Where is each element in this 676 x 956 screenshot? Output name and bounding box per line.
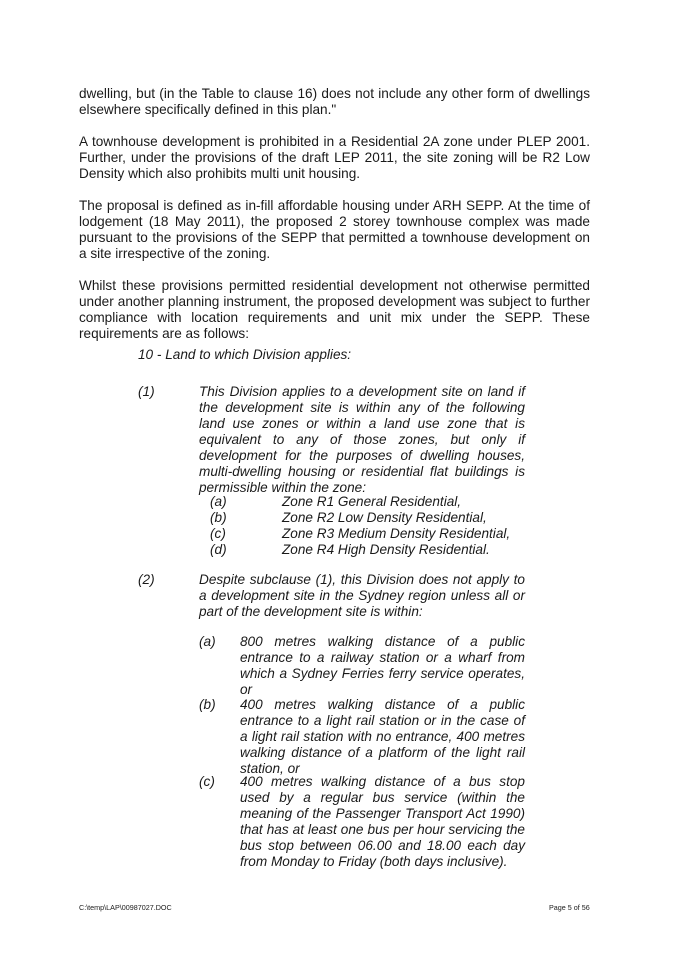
clause-line: part of the development site is within: bbox=[199, 604, 423, 619]
paragraph-line: dwelling, but (in the Table to clause 16) does not include any other form of dwellings bbox=[79, 86, 590, 101]
paragraph-line: The proposal is defined as in-fill affordable housing under ARH SEPP. At the time of bbox=[79, 198, 590, 213]
footer-page-number: Page 5 of 56 bbox=[549, 903, 590, 912]
paragraph-line: a site irrespective of the zoning. bbox=[79, 246, 271, 261]
zone-text: Zone R1 General Residential, bbox=[282, 494, 462, 509]
item-line: which a Sydney Ferries ferry service operates, bbox=[240, 666, 525, 681]
paragraph-line: lodgement (18 May 2011), the proposed 2 storey townhouse complex was made bbox=[79, 214, 590, 229]
subclause-number: (1) bbox=[138, 384, 155, 399]
item-line: or bbox=[240, 682, 253, 697]
item-line: 400 metres walking distance of a public bbox=[240, 697, 525, 712]
zone-text: Zone R3 Medium Density Residential, bbox=[282, 526, 511, 541]
item-line: used by a regular bus service (within the bbox=[240, 790, 525, 805]
clause-line: permissible within the zone: bbox=[199, 480, 366, 495]
zone-letter: (d) bbox=[210, 542, 227, 557]
paragraph-line: Whilst these provisions permitted residential development not otherwise permitted bbox=[79, 278, 590, 293]
clause-line: a development site in the Sydney region unless all or bbox=[199, 588, 525, 603]
paragraph-definition-end bbox=[79, 86, 590, 118]
paragraph-requirements bbox=[79, 278, 590, 342]
subclause-number: (2) bbox=[138, 572, 155, 587]
zone-text: Zone R4 High Density Residential. bbox=[282, 542, 490, 557]
item-b-text bbox=[240, 697, 525, 777]
item-line: walking distance of a platform of the light rail bbox=[240, 745, 525, 760]
item-letter: (b) bbox=[199, 697, 216, 712]
item-line: meaning of the Passenger Transport Act 1990) bbox=[240, 806, 525, 821]
item-letter: (c) bbox=[199, 774, 215, 789]
item-letter: (a) bbox=[199, 634, 216, 649]
item-c-text bbox=[240, 774, 525, 870]
item-line: entrance to a light rail station or in the case of bbox=[240, 713, 525, 728]
paragraph-zoning bbox=[79, 134, 590, 182]
clause-line: equivalent to any of those zones, but only if bbox=[199, 432, 525, 447]
paragraph-line: requirements are as follows: bbox=[79, 326, 249, 341]
paragraph-line: Density which also prohibits multi unit housing. bbox=[79, 166, 361, 181]
paragraph-arh-sepp bbox=[79, 198, 590, 262]
clause-line: land use zones or within a land use zone that is bbox=[199, 416, 525, 431]
paragraph-line: under another planning instrument, the proposed development was subject to further bbox=[79, 294, 590, 309]
item-line: 800 metres walking distance of a public bbox=[240, 634, 525, 649]
item-line: station, or bbox=[240, 761, 300, 776]
subclause-1-text bbox=[199, 384, 525, 496]
item-line: 400 metres walking distance of a bus stop bbox=[240, 774, 525, 789]
item-line: bus stop between 06.00 and 18.00 each day bbox=[240, 838, 525, 853]
paragraph-line: Further, under the provisions of the draft LEP 2011, the site zoning will be R2 Low bbox=[79, 150, 590, 165]
clause-line: development for the purposes of dwelling houses, bbox=[199, 448, 525, 463]
clause-line: This Division applies to a development site on land if bbox=[199, 384, 525, 399]
paragraph-line: pursuant to the provisions of the SEPP that permitted a townhouse development on bbox=[79, 230, 590, 245]
clause-line: multi-dwelling housing or residential flat buildings is bbox=[199, 464, 525, 479]
item-a-text bbox=[240, 634, 525, 698]
zone-letter: (a) bbox=[210, 494, 227, 509]
paragraph-line: elsewhere specifically defined in this plan." bbox=[79, 102, 337, 117]
paragraph-line: A townhouse development is prohibited in a Residential 2A zone under PLEP 2001. bbox=[79, 134, 590, 149]
clause-line: the development site is within any of the following bbox=[199, 400, 525, 415]
item-line: from Monday to Friday (both days inclusive). bbox=[240, 854, 508, 869]
item-line: entrance to a railway station or a wharf from bbox=[240, 650, 525, 665]
clause-line: Despite subclause (1), this Division does not apply to bbox=[199, 572, 525, 587]
zone-letter: (b) bbox=[210, 510, 227, 525]
item-line: a light rail station with no entrance, 400 metres bbox=[240, 729, 525, 744]
zone-text: Zone R2 Low Density Residential, bbox=[282, 510, 487, 525]
footer-file-path: C:\temp\LAP\00987027.DOC bbox=[79, 903, 172, 912]
paragraph-line: compliance with location requirements and unit mix under the SEPP. These bbox=[79, 310, 590, 325]
subclause-2-text bbox=[199, 572, 525, 620]
item-line: that has at least one bus per hour servicing the bbox=[240, 822, 525, 837]
clause-heading: 10 - Land to which Division applies: bbox=[138, 347, 352, 362]
zone-letter: (c) bbox=[210, 526, 226, 541]
